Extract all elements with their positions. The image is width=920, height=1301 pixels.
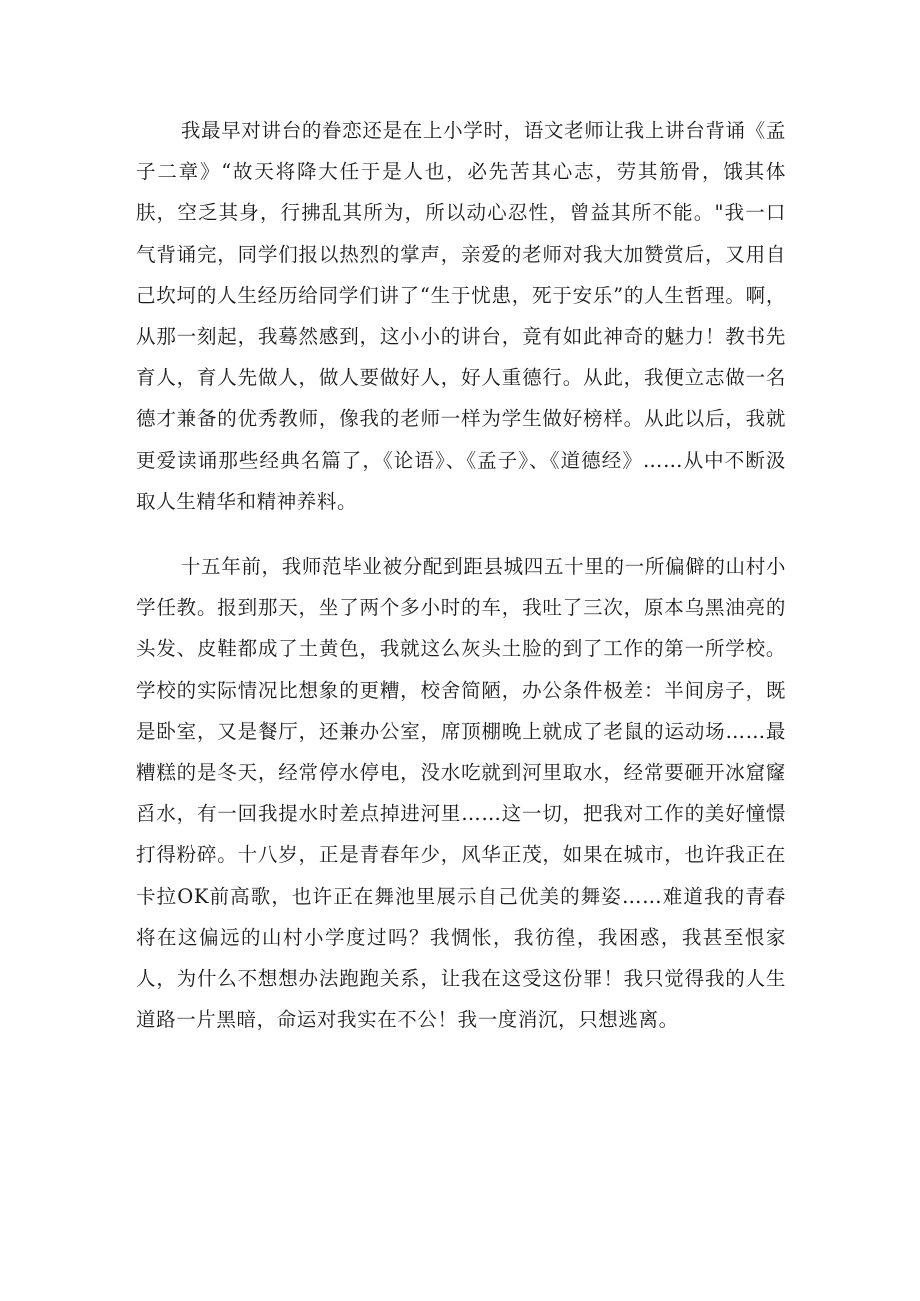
paragraph-2: 十五年前，我师范毕业被分配到距县城四五十里的一所偏僻的山村小学任教。报到那天，坐了两个多小时的车，我吐了三次，原本乌黑油亮的头发、皮鞋都成了土黄色，我就这么灰头土脸的到了工作的第一所学校。学校的实际情况比想象的更糟，校舍简陋，办公条件极差：半间房子，既是卧室，又是餐厅，还兼办公室，席顶棚晚上就成了老鼠的运动场……最糟糕的是冬天，经常停水停电，没水吃就到河里取水，经常要砸开冰窟窿舀水，有一回我提水时差点掉进河里……这一切，把我对工作的美好憧憬打得粉碎。十八岁，正是青春年少，风华正茂，如果在城市，也许我正在卡拉OK前高歌，也许正在舞池里展示自己优美的舞姿……难道我的青春将在这偏远的山村小学度过吗？我惆怅，我彷徨，我困惑，我甚至恨家人，为什么不想想办法跑跑关系，让我在这受这份罪！我只觉得我的人生道路一片黑暗，命运对我实在不公！我一度消沉，只想逃离。 bbox=[136, 555, 786, 1032]
paragraph-1: 我最早对讲台的眷恋还是在上小学时，语文老师让我上讲台背诵《孟子二章》“故天将降大任于是人也，必先苦其心志，劳其筋骨，饿其体肤，空乏其身，行拂乱其所为，所以动心忍性，曾益其所不能。"我一口气背诵完，同学们报以热烈的掌声，亲爱的老师对我大加赞赏后，又用自己坎坷的人生经历给同学们讲了“生于忧患，死于安乐”的人生哲理。啊，从那一刻起，我蓦然感到，这小小的讲台，竟有如此神奇的魅力！教书先育人，育人先做人，做人要做好人，好人重德行。从此，我便立志做一名德才兼备的优秀教师，像我的老师一样为学生做好榜样。从此以后，我就更爱读诵那些经典名篇了，《论语》、《孟子》、《道德经》……从中不断汲取人生精华和精神养料。 bbox=[136, 119, 786, 513]
document-body bbox=[136, 110, 786, 1040]
